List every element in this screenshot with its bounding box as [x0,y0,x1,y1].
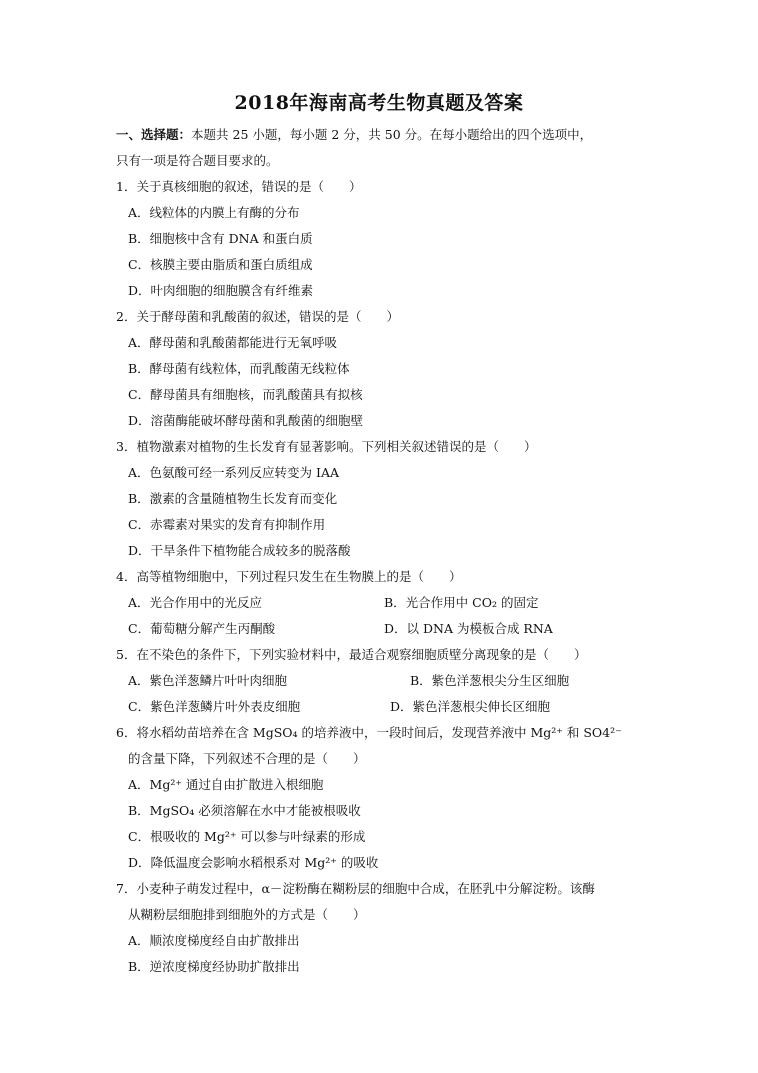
question-stem: 7．小麦种子萌发过程中，α－淀粉酶在糊粉层的细胞中合成，在胚乳中分解淀粉。该酶 [116,881,595,896]
option: A．紫色洋葱鳞片叶叶肉细胞 [128,673,288,688]
option: D．以 DNA 为模板合成 RNA [384,621,553,636]
option: B．细胞核中含有 DNA 和蛋白质 [128,231,313,246]
option: A．酵母菌和乳酸菌都能进行无氧呼吸 [128,335,338,350]
option: A．Mg²⁺ 通过自由扩散进入根细胞 [128,777,324,792]
option: B．激素的含量随植物生长发育而变化 [128,491,338,506]
option: C．紫色洋葱鳞片叶外表皮细胞 [128,699,301,714]
option: C．葡萄糖分解产生丙酮酸 [128,621,276,636]
question-stem: 2．关于酵母菌和乳酸菌的叙述，错误的是（ ） [116,309,399,324]
option: A．色氨酸可经一系列反应转变为 IAA [128,465,339,480]
option: A．线粒体的内膜上有酶的分布 [128,205,300,220]
option: B．逆浓度梯度经协助扩散排出 [128,959,300,974]
question-stem: 5．在不染色的条件下，下列实验材料中，最适合观察细胞质壁分离现象的是（ ） [116,647,587,662]
option: C．赤霉素对果实的发育有抑制作用 [128,517,326,532]
option: D．紫色洋葱根尖伸长区细胞 [390,699,551,714]
page-title: 2018年海南高考生物真题及答案 [234,92,524,114]
option: B．MgSO₄ 必须溶解在水中才能被根吸收 [128,803,361,818]
option: D．干旱条件下植物能合成较多的脱落酸 [128,543,351,558]
question-stem: 4．高等植物细胞中，下列过程只发生在生物膜上的是（ ） [116,569,462,584]
option: B．光合作用中 CO₂ 的固定 [384,595,539,610]
question-stem: 3．植物激素对植物的生长发育有显著影响。下列相关叙述错误的是（ ） [116,439,537,454]
section-intro-text: 本题共 25 小题，每小题 2 分，共 50 分。在每小题给出的四个选项中， [191,127,593,142]
section-intro [116,126,592,144]
question-stem-cont: 从糊粉层细胞排到细胞外的方式是（ ） [128,907,366,922]
option: A．光合作用中的光反应 [128,595,263,610]
option: B．紫色洋葱根尖分生区细胞 [410,673,570,688]
section-intro-cont: 只有一项是符合题目要求的。 [116,153,279,168]
option: B．酵母菌有线粒体，而乳酸菌无线粒体 [128,361,350,376]
section-label: 一、选择题： [116,127,192,142]
option: D．叶肉细胞的细胞膜含有纤维素 [128,283,314,298]
question-stem: 1．关于真核细胞的叙述，错误的是（ ） [116,179,362,194]
option: C．核膜主要由脂质和蛋白质组成 [128,257,313,272]
question-stem: 6．将水稻幼苗培养在含 MgSO₄ 的培养液中，一段时间后，发现营养液中 Mg²⁺ 和 SO4²⁻ [116,725,622,740]
option: C．酵母菌具有细胞核，而乳酸菌具有拟核 [128,387,363,402]
option: D．降低温度会影响水稻根系对 Mg²⁺ 的吸收 [128,855,379,870]
option: A．顺浓度梯度经自由扩散排出 [128,933,300,948]
option: C．根吸收的 Mg²⁺ 可以参与叶绿素的形成 [128,829,366,844]
option: D．溶菌酶能破坏酵母菌和乳酸菌的细胞壁 [128,413,364,428]
question-stem-cont: 的含量下降，下列叙述不合理的是（ ） [128,751,366,766]
